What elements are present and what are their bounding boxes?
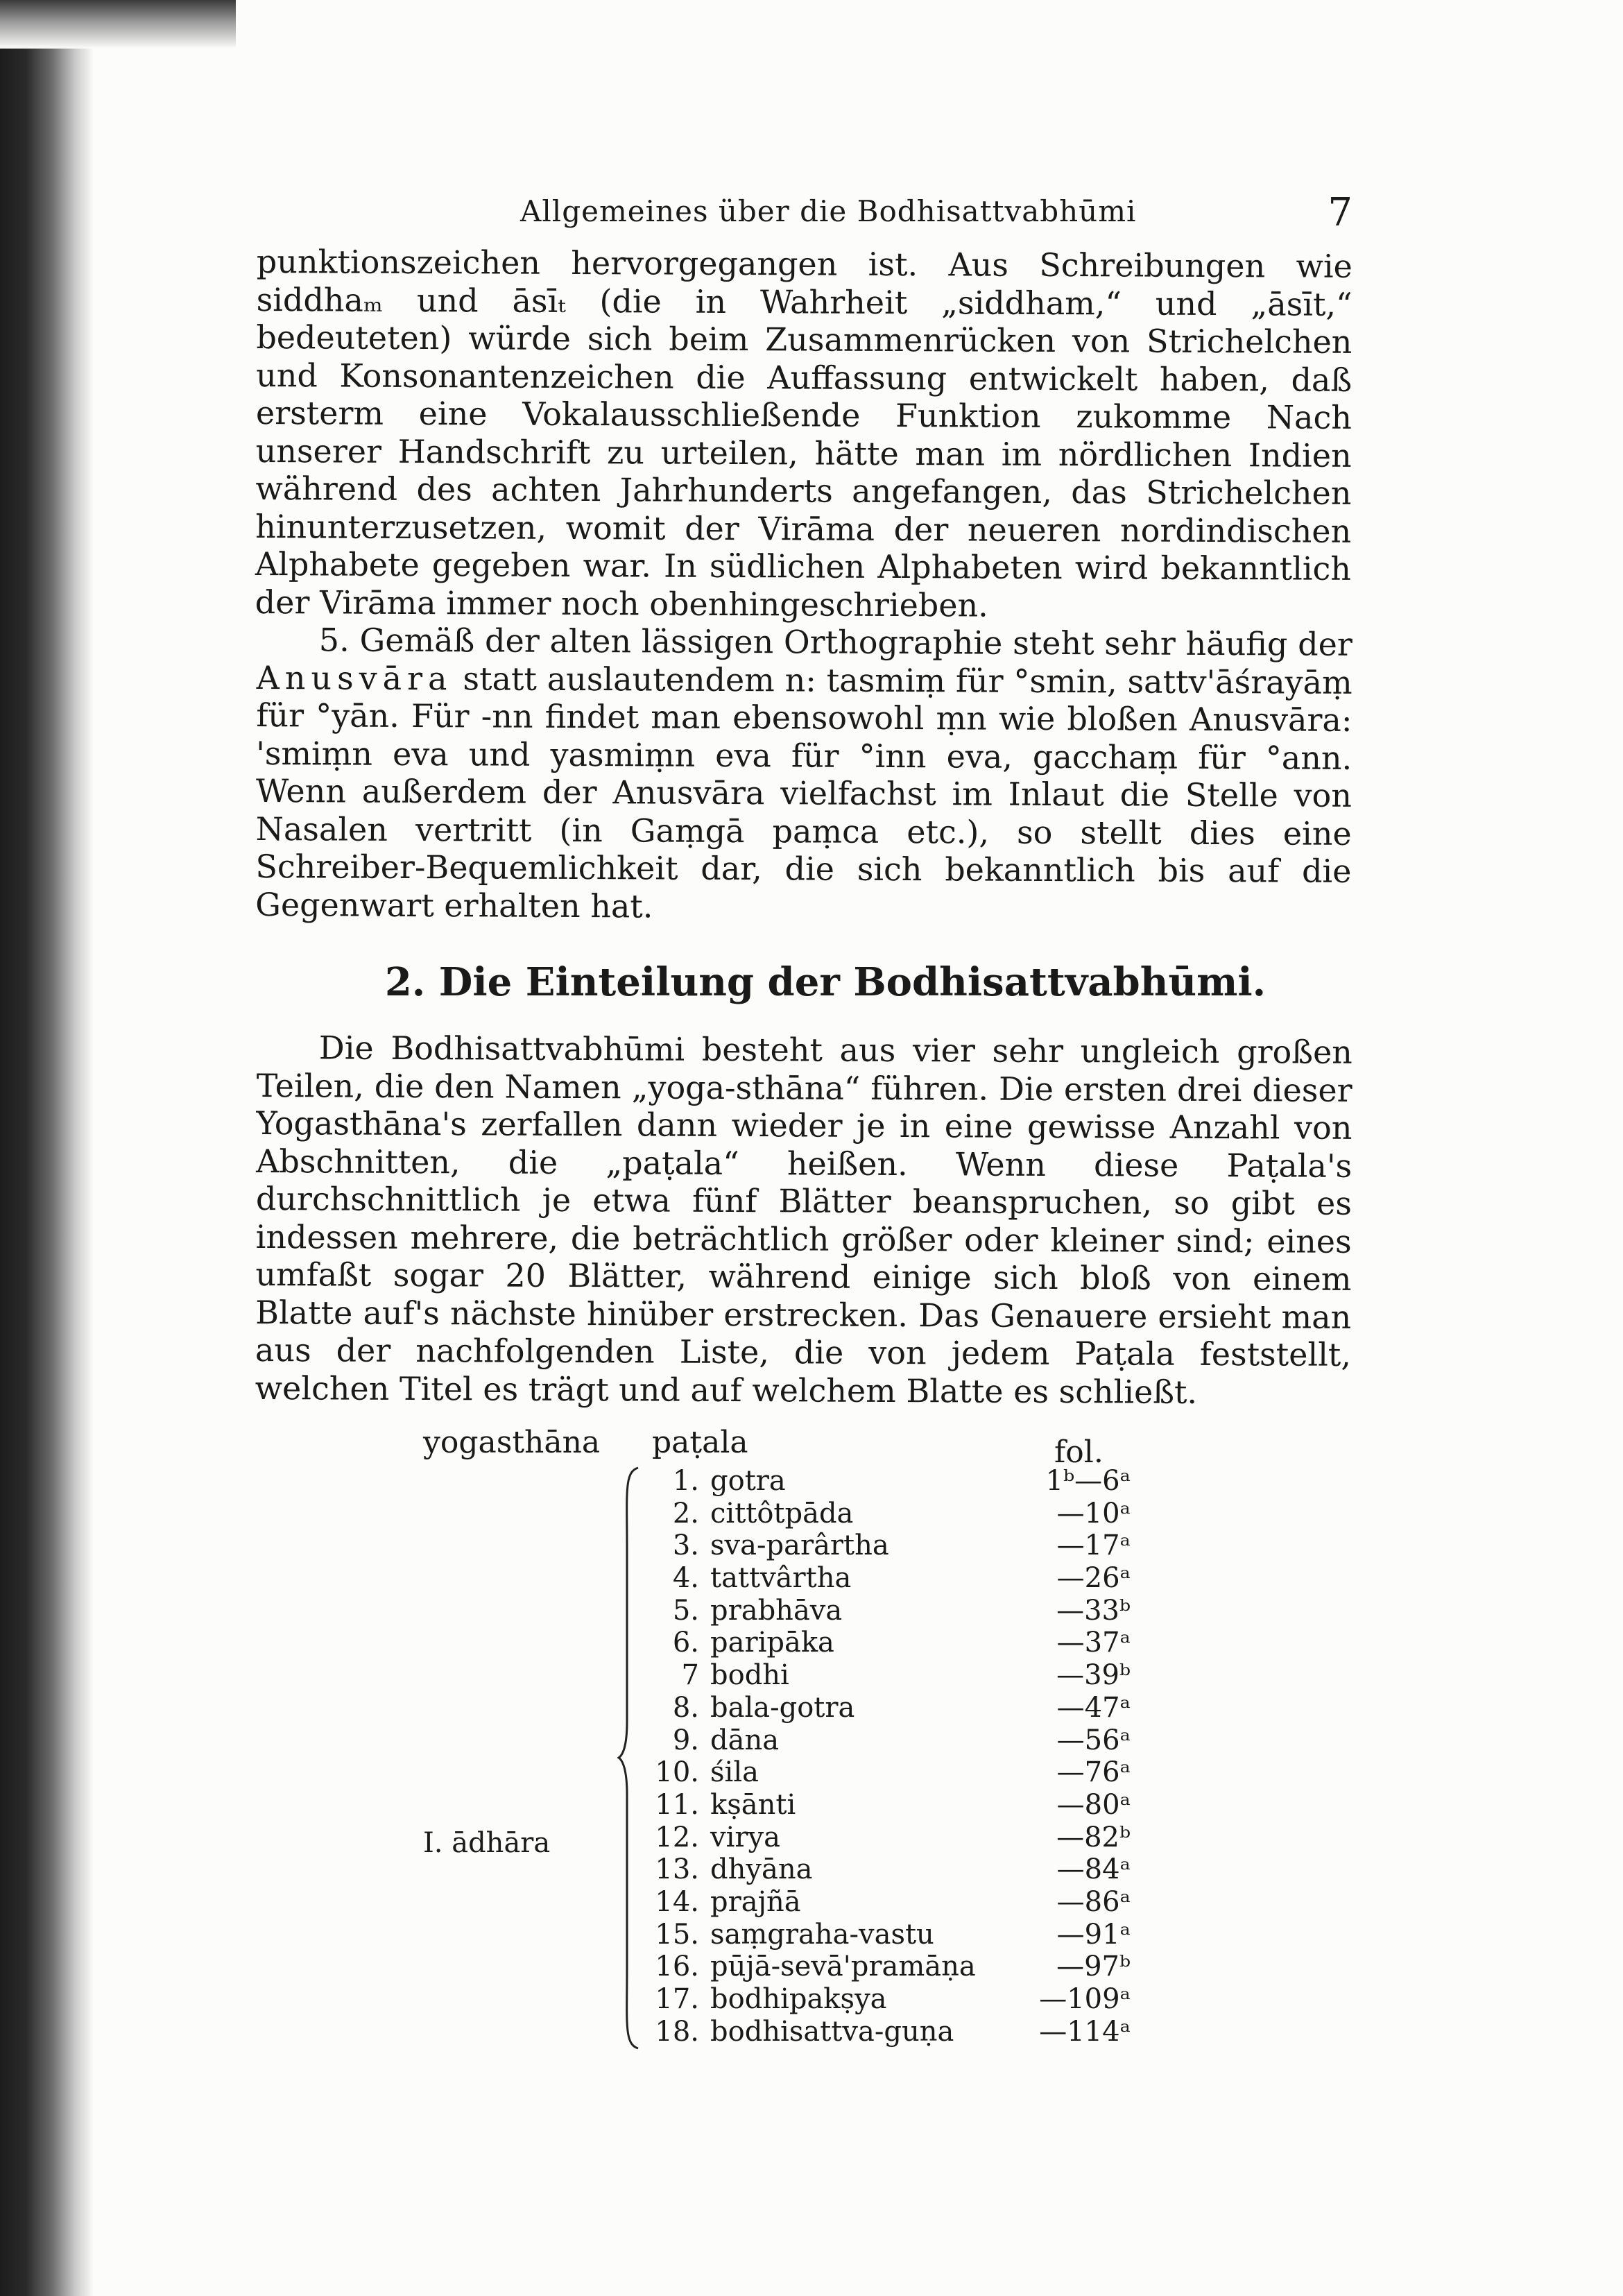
book-page (257, 180, 1352, 2125)
folio: —80ᵃ (1056, 1788, 1131, 1821)
table-row (645, 1789, 1408, 1822)
table-row (645, 1724, 1408, 1757)
column-header-fol: fol. (1054, 1434, 1104, 1470)
folio: —47ᵃ (1056, 1691, 1131, 1724)
patala-number: 7 (681, 1659, 699, 1692)
table-row (645, 1756, 1408, 1789)
patala-number: 3. (672, 1530, 699, 1562)
patala-name: bodhi (710, 1659, 789, 1692)
patala-number: 9. (672, 1724, 699, 1756)
table-row (645, 1530, 1408, 1562)
folio: —33ᵇ (1056, 1594, 1131, 1627)
folio: —91ᵃ (1056, 1918, 1131, 1951)
table-row (645, 1951, 1408, 1983)
patala-table (257, 1425, 1352, 2125)
folio: —76ᵃ (1056, 1756, 1131, 1789)
patala-name: bodhisattva-guṇa (710, 2015, 954, 2048)
patala-number: 2. (672, 1497, 699, 1530)
patala-number: 8. (672, 1691, 699, 1724)
patala-name: prabhāva (710, 1594, 843, 1627)
patala-number: 1. (672, 1465, 699, 1497)
table-row (645, 1498, 1408, 1530)
paragraph-anusvara-part2: statt auslautendem n: tasmiṃ für °smin, sattv'āśrayāṃ für °yān. Für -nn findet man ebensowohl ṃn wie bloßen Anusvāra: 'smiṃn eva und yasmiṃn eva für °inn eva, gacchaṃ für °ann. Wenn außerdem der Anusvāra vielfachst im Inlaut die Stelle von Nasalen vertritt (in Gaṃgā paṃca etc.), so stellt dies eine Schreiber-Bequemlichkeit dar, die sich bekanntlich bis auf die Gegenwart erhalten hat. (255, 659, 1352, 925)
patala-number: 18. (655, 2015, 699, 2048)
running-header (257, 180, 1352, 243)
patala-name: virya (710, 1821, 780, 1853)
grouping-brace (617, 1465, 642, 2051)
patala-number: 11. (655, 1788, 699, 1821)
page-number: 7 (1328, 190, 1352, 235)
folio: —17ᵃ (1056, 1530, 1131, 1562)
paragraph-anusvara (255, 621, 1352, 928)
patala-number: 13. (655, 1853, 699, 1886)
table-row (645, 1692, 1408, 1724)
patala-number: 6. (672, 1627, 699, 1659)
scan-corner-shadow (0, 0, 236, 49)
folio: 1ᵇ—6ᵃ (1045, 1465, 1131, 1497)
patala-name: prajñā (710, 1885, 801, 1918)
column-header-yogasthana: yogasthāna (423, 1425, 601, 1460)
patala-name: cittôtpāda (710, 1497, 854, 1530)
patala-name: paripāka (710, 1627, 834, 1659)
patala-name: dhyāna (710, 1853, 813, 1886)
paragraph-virama: punktionszeichen hervorgegangen ist. Aus Schreibungen wie siddhaₘ und āsīₜ (die in Wahrheit „siddham,“ und „āsīt,“ bedeuteten) würde sich beim Zusammenrücken von Strichelchen und Konsonantenzeichen die Auffassung entwickelt haben, daß ersterm eine Vokalausschließende Funktion zukomme Nach unserer Handschrift zu urteilen, hätte man im nördlichen Indien während des achten Jahrhunderts angefangen, das Strichelchen hinunterzusetzen, womit der Virāma der neueren nordindischen Alphabete gegeben war. In südlichen Alphabeten wird bekanntlich der Virāma immer noch obenhingeschrieben. (255, 243, 1352, 624)
folio: —86ᵃ (1056, 1885, 1131, 1918)
running-title: Allgemeines über die Bodhisattvabhūmi (520, 194, 1137, 228)
table-row (645, 1983, 1408, 2016)
folio: —26ᵃ (1056, 1562, 1131, 1595)
table-row (645, 1465, 1408, 1498)
folio: —109ᵃ (1039, 1983, 1131, 2015)
table-row (645, 1562, 1408, 1595)
table-row (645, 1853, 1408, 1886)
folio: —97ᵇ (1056, 1951, 1131, 1983)
folio: —37ᵃ (1056, 1627, 1131, 1659)
section-title: 2. Die Einteilung der Bodhisattvabhūmi. (384, 959, 1266, 1005)
patala-name: bala-gotra (710, 1691, 855, 1724)
patala-number: 15. (655, 1918, 699, 1951)
paragraph-einteilung: Die Bodhisattvabhūmi besteht aus vier sehr ungleich großen Teilen, die den Namen „yoga-sthāna“ führen. Die ersten drei dieser Yogasthāna's zerfallen dann wieder je in eine gewisse Anzahl von Abschnitten, die „paṭala“ heißen. Wenn diese Paṭala's durchschnittlich je etwa fünf Blätter beanspruchen, so gibt es indessen mehrere, die beträchtlich größer oder kleiner sind; eines umfaßt sogar 20 Blätter, während einige sich bloß von einem Blatte auf's nächste hinüber erstrecken. Das Genauere ersieht man aus der nachfolgenden Liste, die von jedem Paṭala feststellt, welchen Titel es trägt und auf welchem Blatte es schließt. (255, 1029, 1352, 1411)
paragraph-anusvara-part1: 5. Gemäß der alten lässigen Orthographie steht sehr häufig der (318, 621, 1352, 663)
table-row (645, 1919, 1408, 1951)
yogasthana-name: I. ādhāra (423, 1827, 551, 1859)
table-row (645, 1659, 1408, 1692)
patala-number: 17. (655, 1983, 699, 2015)
patala-number: 10. (655, 1756, 699, 1789)
patala-name: bodhipakṣya (710, 1983, 887, 2015)
patala-name: tattvârtha (710, 1562, 852, 1595)
table-row (645, 1822, 1408, 1854)
folio: —39ᵇ (1056, 1659, 1131, 1692)
patala-name: kṣānti (710, 1788, 796, 1821)
patala-name: saṃgraha-vastu (710, 1918, 934, 1951)
folio: —114ᵃ (1039, 2015, 1131, 2048)
folio: —56ᵃ (1056, 1724, 1131, 1756)
scan-binding-shadow (0, 0, 94, 2296)
table-row (645, 1886, 1408, 1919)
patala-number: 16. (655, 1951, 699, 1983)
table-row (645, 1595, 1408, 1627)
patala-number: 14. (655, 1885, 699, 1918)
table-row (645, 2016, 1408, 2048)
patala-name: pūjā-sevā'pramāṇa (710, 1951, 976, 1983)
patala-name: śila (710, 1756, 759, 1789)
patala-number: 5. (672, 1594, 699, 1627)
folio: —10ᵃ (1056, 1497, 1131, 1530)
anusvara-term: Anusvāra (256, 658, 453, 697)
table-row (645, 1627, 1408, 1659)
folio: —84ᵃ (1056, 1853, 1131, 1886)
folio: —82ᵇ (1056, 1821, 1131, 1853)
patala-name: dāna (710, 1724, 780, 1756)
patala-number: 12. (655, 1821, 699, 1853)
patala-rows (645, 1465, 1408, 2048)
column-header-patala: paṭala (652, 1425, 748, 1460)
patala-name: gotra (710, 1465, 786, 1497)
patala-number: 4. (672, 1562, 699, 1595)
patala-name: sva-parârtha (710, 1530, 889, 1562)
